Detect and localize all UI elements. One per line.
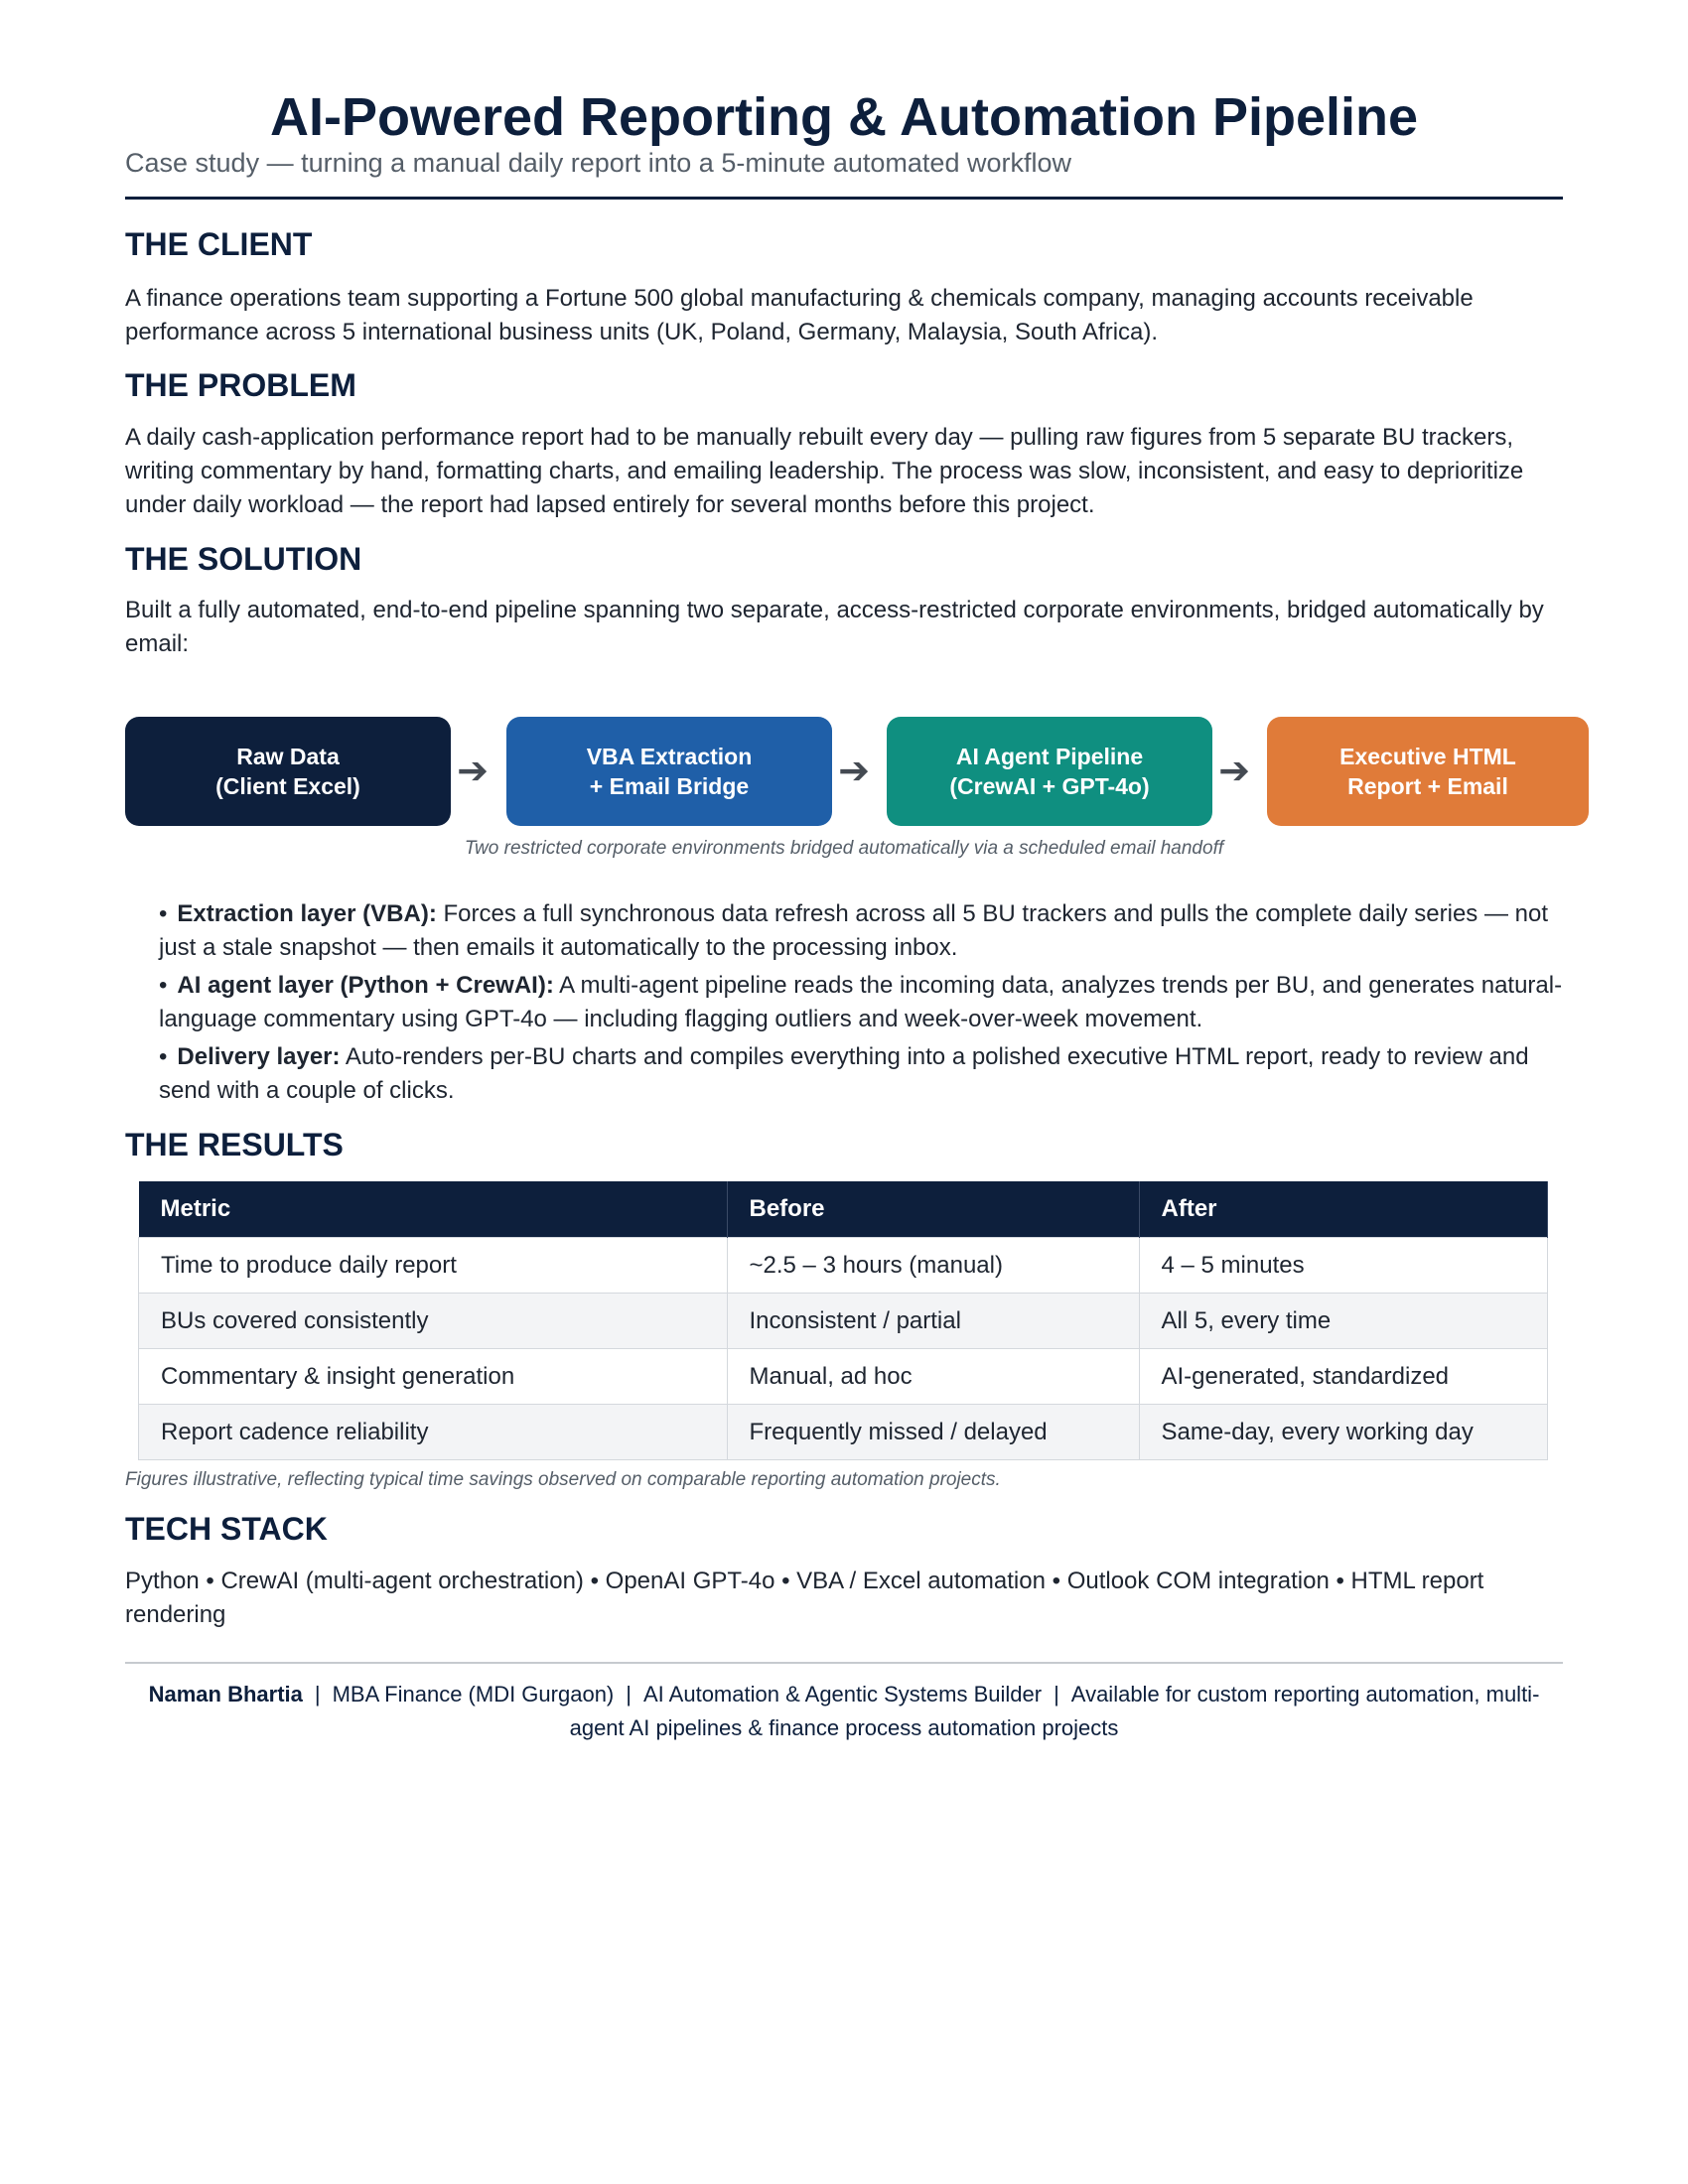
table-cell: Time to produce daily report (139, 1238, 728, 1294)
table-row (139, 1294, 1548, 1349)
flow-step-subtitle: (CrewAI + GPT-4o) (949, 773, 1150, 799)
tech-heading: TECH STACK (125, 1511, 328, 1547)
flow-caption: Two restricted corporate environments bridged automatically via a scheduled email handoff (464, 838, 1224, 859)
flow-step-raw-data (125, 717, 451, 826)
footer-divider (125, 1662, 1563, 1664)
flow-step-subtitle: + Email Bridge (589, 773, 750, 799)
table-cell: Inconsistent / partial (727, 1294, 1139, 1349)
page-title: AI-Powered Reporting & Automation Pipeline (269, 87, 1419, 147)
arrow-right-icon: ➔ (457, 751, 489, 792)
arrow-right-icon: ➔ (1218, 751, 1250, 792)
column-header-metric: Metric (139, 1181, 728, 1238)
flow-step-subtitle: Report + Email (1347, 773, 1508, 799)
flow-step-executive-report (1267, 717, 1589, 826)
list-item (159, 969, 1569, 1036)
flow-step-title: Raw Data (236, 744, 340, 769)
client-text: A finance operations team supporting a Fortune 500 global manufacturing & chemicals company, managing accounts receivable performance across 5 international business units (UK, Poland, Germany, Malaysia, South Africa). (125, 285, 1474, 345)
page-subtitle: Case study — turning a manual daily report into a 5-minute automated workflow (125, 148, 1071, 178)
footer-credential: MBA Finance (MDI Gurgaon) (332, 1682, 615, 1706)
table-row (139, 1238, 1548, 1294)
bullet-label: Delivery layer: (177, 1043, 341, 1070)
table-header-row (139, 1181, 1548, 1238)
flow-step-vba-extraction (506, 717, 832, 826)
table-cell: Manual, ad hoc (727, 1349, 1139, 1405)
flow-step-title: VBA Extraction (586, 744, 753, 769)
bullet-icon: • (159, 972, 168, 999)
bullet-text: A multi-agent pipeline reads the incoming data, analyzes trends per BU, and generates natural-language commentary using GPT-4o — including flagging outliers and week-over-week movement. (159, 972, 1563, 1032)
flow-step-ai-agent-pipeline (887, 717, 1212, 826)
flow-step-subtitle: (Client Excel) (215, 773, 360, 799)
bullet-label: Extraction layer (VBA): (177, 900, 437, 927)
footer-separator: | (626, 1682, 632, 1706)
footer (125, 1678, 1563, 1745)
table-cell: BUs covered consistently (139, 1294, 728, 1349)
tech-text: Python • CrewAI (multi-agent orchestration) • OpenAI GPT-4o • VBA / Excel automation • Outlook COM integration • HTML report rendering (125, 1568, 1484, 1628)
results-note: Figures illustrative, reflecting typical time savings observed on comparable reporting automation projects. (125, 1469, 1001, 1490)
problem-heading: THE PROBLEM (125, 367, 356, 403)
table-cell: Same-day, every working day (1139, 1405, 1548, 1460)
solution-heading: THE SOLUTION (125, 541, 362, 577)
table-cell: All 5, every time (1139, 1294, 1548, 1349)
column-header-after: After (1139, 1181, 1548, 1238)
bullet-icon: • (159, 900, 168, 927)
list-item (159, 1040, 1569, 1108)
author-name: Naman Bhartia (148, 1682, 303, 1706)
arrow-right-icon: ➔ (838, 751, 870, 792)
list-item (159, 897, 1569, 965)
table-cell: AI-generated, standardized (1139, 1349, 1548, 1405)
bullet-text: Auto-renders per-BU charts and compiles everything into a polished executive HTML report, ready to review and send with a couple of clicks. (159, 1043, 1529, 1104)
table-cell: ~2.5 – 3 hours (manual) (727, 1238, 1139, 1294)
bullet-icon: • (159, 1043, 168, 1070)
results-table (138, 1181, 1548, 1460)
problem-text: A daily cash-application performance report had to be manually rebuilt every day — pulling raw figures from 5 separate BU trackers, writing commentary by hand, formatting charts, and emailing leadership. The process was slow, inconsistent, and easy to deprioritize under daily workload — the report had lapsed entirely for several months before this project. (125, 424, 1524, 518)
table-row (139, 1349, 1548, 1405)
footer-separator: | (1054, 1682, 1059, 1706)
bullet-label: AI agent layer (Python + CrewAI): (177, 972, 554, 999)
footer-availability: Available for custom reporting automation, multi-agent AI pipelines & finance process automation projects (569, 1682, 1540, 1740)
column-header-before: Before (727, 1181, 1139, 1238)
table-cell: Commentary & insight generation (139, 1349, 728, 1405)
results-heading: THE RESULTS (125, 1127, 344, 1162)
footer-role: AI Automation & Agentic Systems Builder (642, 1682, 1043, 1706)
solution-text: Built a fully automated, end-to-end pipeline spanning two separate, access-restricted corporate environments, bridged automatically by email: (125, 597, 1544, 657)
flow-step-title: AI Agent Pipeline (955, 744, 1144, 769)
solution-bullets (159, 897, 1569, 1112)
table-row (139, 1405, 1548, 1460)
table-cell: Report cadence reliability (139, 1405, 728, 1460)
table-cell: 4 – 5 minutes (1139, 1238, 1548, 1294)
flow-step-title: Executive HTML (1339, 744, 1516, 769)
title-divider (125, 197, 1563, 200)
bullet-text: Forces a full synchronous data refresh across all 5 BU trackers and pulls the complete daily series — not just a stale snapshot — then emails it automatically to the processing inbox. (159, 900, 1548, 961)
table-cell: Frequently missed / delayed (727, 1405, 1139, 1460)
footer-separator: | (314, 1682, 321, 1706)
client-heading: THE CLIENT (125, 226, 313, 262)
